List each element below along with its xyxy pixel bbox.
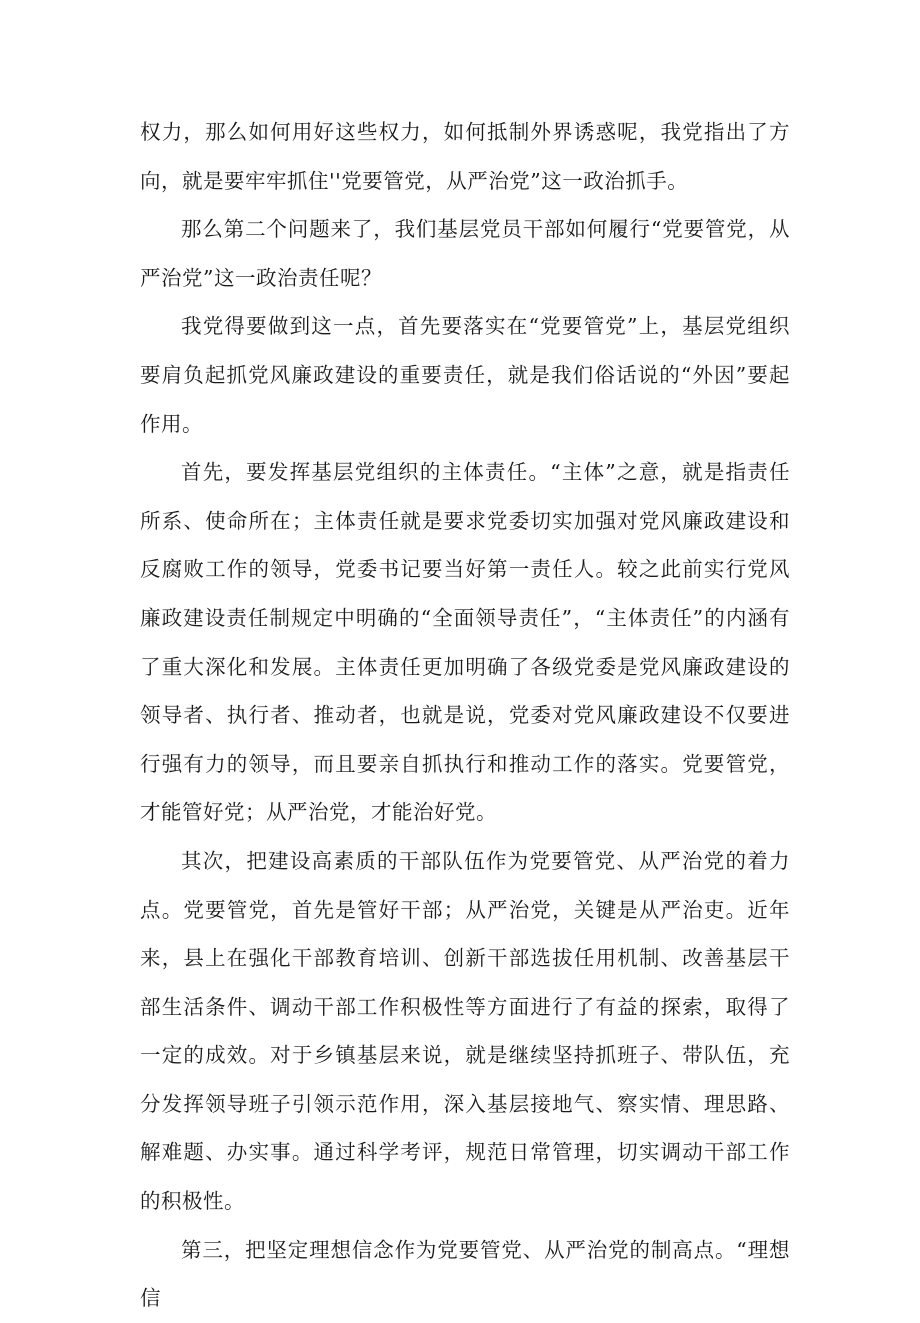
paragraph-second-question: 那么第二个问题来了，我们基层党员干部如何履行“党要管党，从严治党”这一政治责任呢？ — [140, 217, 790, 290]
paragraph-second-point: 其次，把建设高素质的干部队伍作为党要管党、从严治党的着力点。党要管党，首先是管好干部；从严治党，关键是从严治吏。近年来，县上在强化干部教育培训、创新干部选拔任用机制、改善基层干部生活条件、调动干部工作积极性等方面进行了有益的探索，取得了一定的成效。对于乡镇基层来说，就是继续坚持抓班子、带队伍，充分发挥领导班子引领示范作用，深入基层接地气、察实情、理思路、解难题、办实事。通过科学考评，规范日常管理，切实调动干部工作的积极性。 — [140, 848, 790, 1214]
document-body — [140, 108, 790, 1323]
paragraph-third-point: 第三，把坚定理想信念作为党要管党、从严治党的制高点。“理想信 — [140, 1237, 790, 1311]
paragraph-party-self-management: 我党得要做到这一点，首先要落实在“党要管党”上，基层党组织要肩负起抓党风廉政建设的重要责任，就是我们俗话说的“外因”要起作用。 — [140, 314, 790, 436]
paragraph-continued: 权力，那么如何用好这些权力，如何抵制外界诱惑呢，我党指出了方向，就是要牢牢抓住''党要管党，从严治党”这一政治抓手。 — [140, 120, 790, 193]
paragraph-first-point: 首先，要发挥基层党组织的主体责任。“主体”之意，就是指责任所系、使命所在；主体责任就是要求党委切实加强对党风廉政建设和反腐败工作的领导，党委书记要当好第一责任人。较之此前实行党风廉政建设责任制规定中明确的“全面领导责任”，“主体责任”的内涵有了重大深化和发展。主体责任更加明确了各级党委是党风廉政建设的领导者、执行者、推动者，也就是说，党委对党风廉政建设不仅要进行强有力的领导，而且要亲自抓执行和推动工作的落实。党要管党，才能管好党；从严治党，才能治好党。 — [140, 460, 790, 825]
